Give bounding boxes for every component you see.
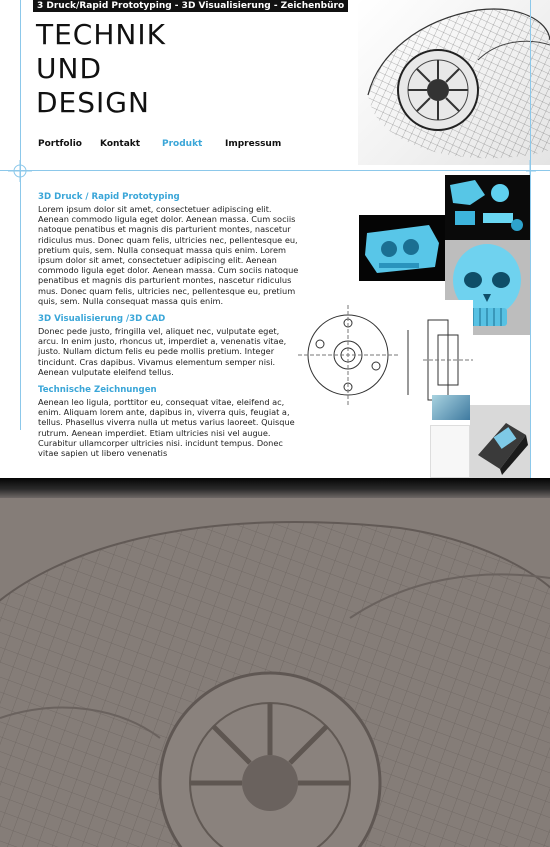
section-title: Technische Zeichnungen — [38, 385, 157, 396]
main-nav — [0, 139, 550, 153]
nav-item-impressum[interactable]: Impressum — [225, 139, 282, 149]
crosshair-icon — [8, 160, 32, 182]
guide-line-horizontal — [0, 170, 550, 171]
nav-item-kontakt[interactable]: Kontakt — [100, 139, 141, 149]
drawing-detail-image — [430, 425, 470, 478]
wireframe-car-background-image — [0, 498, 550, 847]
cyan-engine-block-image — [359, 215, 445, 281]
main-content — [38, 192, 300, 466]
brand-line-2: UND — [36, 52, 102, 85]
guide-line-vertical-right — [530, 0, 531, 500]
section-title: 3D Druck / Rapid Prototyping — [38, 192, 180, 202]
section-technische-zeichnungen — [38, 385, 300, 458]
brand-line-3: DESIGN — [36, 86, 150, 119]
nav-item-portfolio[interactable]: Portfolio — [38, 139, 82, 149]
section-3d-visualisierung — [38, 314, 300, 377]
brand-logo-text[interactable] — [36, 18, 166, 120]
cyan-prototype-parts-image — [445, 175, 530, 240]
section-title: 3D Visualisierung /3D CAD — [38, 314, 166, 325]
brand-line-1: TECHNIK — [36, 18, 166, 51]
small-render-image — [432, 395, 470, 420]
section-rapid-prototyping — [38, 192, 300, 306]
section-body: Donec pede justo, fringilla vel, aliquet nec, vulputate eget, arcu. In enim justo, rhoncus ut, imperdiet a, venenatis vitae, justo. Nullam dictum felis eu pede mollis pretium. Integer tincidunt. Cras dapibus. Vivamus elementum semper nisi. Aenean vulputate eleifend tellus. — [38, 326, 287, 377]
section-body: Lorem ipsum dolor sit amet, consectetuer adipiscing elit. Aenean commodo ligula eget dolor. Aenean massa. Cum sociis natoque penatibus et magnis dis parturient montes, nascetur ridiculus mus. Donec quam felis, ultricies nec, pellentesque eu, pretium quis, sem. Nulla consequat massa quis enim. Lorem ipsum dolor sit amet, consectetuer adipiscing elit. Aenean commodo ligula eget dolor. Aenean massa. Cum sociis natoque penatibus et magnis dis parturient montes, nascetur ridiculus mus. Donec quam felis, ultricies nec, pellentesque eu, pretium quis, sem. Nulla consequat massa quis enim. — [38, 204, 299, 306]
section-body: Aenean leo ligula, porttitor eu, consequat vitae, eleifend ac, enim. Aliquam lorem ante, dapibus in, viverra quis, feugiat a, tellus. Phasellus viverra nulla ut metus varius laoreet. Quisque rutrum. Aenean imperdiet. Etiam ultricies nisi vel augue. Curabitur ullamcorper ultricies nisi. incidunt tempus. Donec vitae sapien ut libero venenatis — [38, 397, 295, 459]
footer-divider — [0, 478, 550, 498]
guide-line-vertical-left — [20, 0, 21, 430]
rendered-box-image — [470, 405, 530, 478]
tagline-bar: 3 Druck/Rapid Prototyping - 3D Visualisierung - Zeichenbüro — [33, 0, 348, 12]
nav-item-produkt[interactable]: Produkt — [162, 139, 203, 149]
